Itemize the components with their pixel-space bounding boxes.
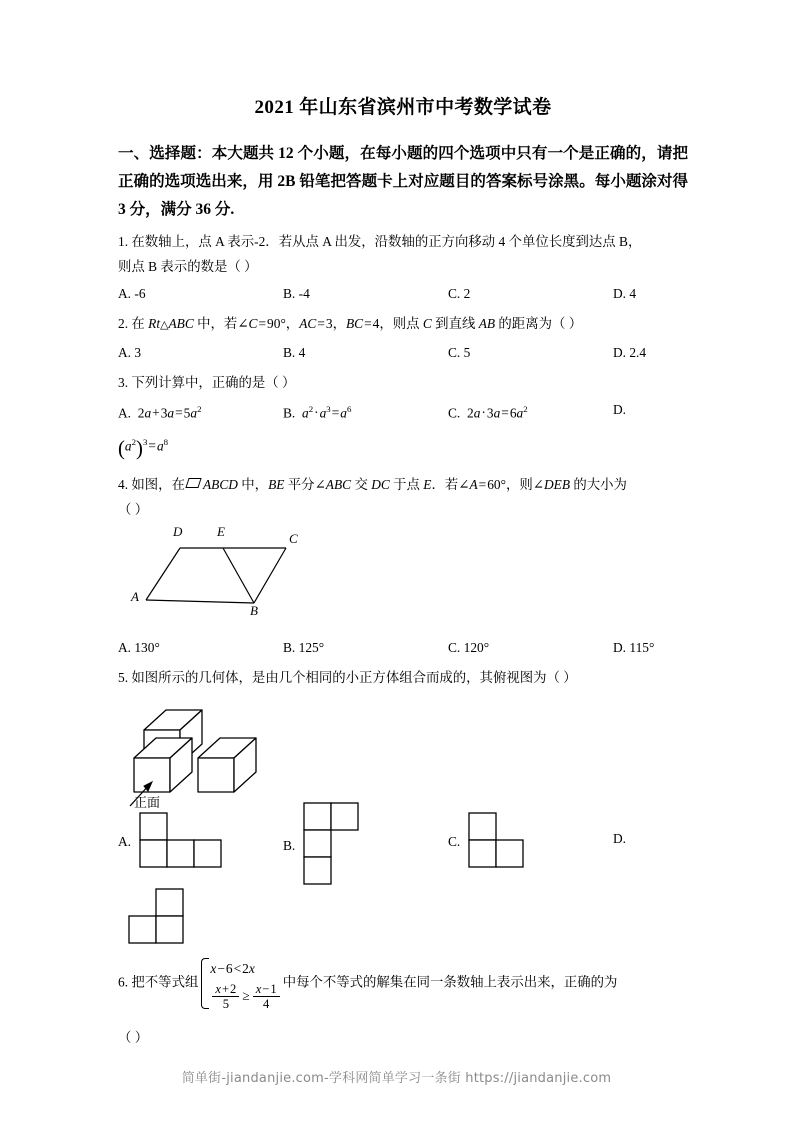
- question-3-option-c[interactable]: C. $2a\cdot 3a=6a^2$: [448, 404, 528, 421]
- question-2-option-d[interactable]: D. 2.4: [613, 345, 647, 360]
- question-2-eq-1: =: [258, 316, 267, 331]
- question-4-angle-deb: ∠DEB: [532, 477, 570, 493]
- question-4: [118, 472, 688, 522]
- question-2-option-c[interactable]: C. 5: [448, 345, 471, 360]
- question-5-option-b-label: B.: [283, 837, 296, 853]
- question-5-option-a[interactable]: [118, 812, 225, 870]
- question-5-options: [118, 826, 688, 882]
- question-2-bc: BC: [345, 316, 364, 331]
- question-3-option-b[interactable]: B. $a^2\cdot a^3=a^6$: [283, 404, 352, 421]
- question-2-ab: AB: [478, 316, 496, 331]
- vertex-label-b: B: [250, 603, 258, 619]
- shape-top-view-a: [139, 812, 225, 870]
- question-2-eq-2: =: [317, 316, 325, 331]
- question-6-text-1: 把不等式组: [131, 974, 199, 990]
- question-5-option-a-label: A.: [118, 833, 132, 849]
- question-4-number: 4.: [118, 477, 129, 493]
- question-2-value-90: 90°: [267, 316, 286, 331]
- question-1-option-d[interactable]: D. 4: [613, 286, 637, 301]
- question-4-angle-a: ∠A: [458, 477, 478, 493]
- page-content: [118, 0, 688, 1050]
- question-3-option-c-label: C.: [448, 405, 461, 421]
- question-2-eq-3: =: [364, 316, 372, 331]
- question-1-option-a[interactable]: A. -6: [118, 286, 146, 301]
- question-4-text-7: ，则: [505, 477, 533, 493]
- question-1-text-2: 则点 B 表示的数是（ ）: [118, 259, 258, 274]
- page-title: 2021 年山东省滨州市中考数学试卷: [254, 97, 552, 118]
- question-1-number: 1.: [118, 234, 129, 249]
- question-4-option-b[interactable]: B. 125°: [283, 640, 325, 656]
- question-2-value-4: 4: [372, 316, 380, 331]
- question-2-text-3: 到直线: [431, 316, 479, 331]
- question-3: [118, 370, 688, 395]
- question-4-option-c[interactable]: C. 120°: [448, 640, 490, 656]
- question-6-number: 6.: [118, 974, 129, 990]
- question-5-option-d-label[interactable]: D.: [613, 831, 627, 847]
- question-5-option-b[interactable]: [283, 802, 363, 888]
- question-3-option-a-label: A.: [118, 405, 132, 421]
- fraction-right-numerator: x−1: [255, 982, 277, 997]
- footer-watermark: 简单街-jiandanjie.com-学科网简单学习一条街 https://jiandanjie.com: [181, 1071, 612, 1086]
- fraction-left-numerator: x+2: [215, 982, 237, 997]
- question-1-option-c[interactable]: C. 2: [448, 286, 471, 301]
- question-2-rt: Rt: [148, 316, 161, 331]
- question-2-comma-2: ，: [332, 316, 346, 331]
- question-1-option-b[interactable]: B. -4: [283, 286, 310, 301]
- question-2-abc: ABC: [168, 316, 194, 331]
- question-4-options: [118, 635, 688, 660]
- parallelogram-svg: [128, 526, 328, 621]
- question-3-options: [118, 397, 688, 422]
- question-2-number: 2.: [118, 316, 129, 331]
- question-4-angle-abc: ∠ABC: [314, 477, 352, 493]
- fraction-left: [212, 982, 239, 1011]
- question-4-text-5: 于点: [389, 477, 424, 493]
- vertex-label-e: E: [217, 524, 225, 540]
- question-4-text-8: 的大小为: [570, 477, 627, 493]
- question-2: [118, 311, 688, 338]
- vertex-label-c: C: [289, 531, 298, 547]
- question-6-text-2: 中每个不等式的解集在同一条数轴上表示出来，正确的为: [282, 974, 618, 990]
- question-2-comma-1: ，: [285, 316, 300, 331]
- question-4-be: BE: [268, 477, 285, 493]
- question-2-text-1: 在: [131, 316, 149, 331]
- question-4-text-4: 交: [351, 477, 372, 493]
- question-3-text-1: 下列计算中，正确的是（ ）: [131, 375, 296, 390]
- question-5-option-c-label: C.: [448, 833, 461, 849]
- figure-parallelogram: [128, 526, 328, 621]
- fraction-left-denominator: 5: [212, 996, 239, 1011]
- question-4-eq: =: [478, 477, 487, 493]
- inequality-1: x−6<2x: [210, 961, 255, 977]
- triangle-icon: △: [160, 319, 169, 331]
- question-4-dc: DC: [371, 477, 390, 493]
- question-3-number: 3.: [118, 375, 129, 390]
- question-2-option-b[interactable]: B. 4: [283, 345, 306, 360]
- question-4-text-2: 中，: [237, 477, 269, 493]
- question-5-option-d-shape-wrap[interactable]: [128, 888, 688, 946]
- question-5: [118, 665, 688, 690]
- question-1-options: [118, 281, 688, 306]
- question-3-option-b-label: B.: [283, 405, 296, 421]
- question-1-text-1: 在数轴上，点 A 表示-2．若从点 A 出发，沿数轴的正方向移动 4 个单位长度到达点 B，: [131, 234, 642, 249]
- question-6: [118, 956, 688, 1011]
- shape-top-view-b: [303, 802, 363, 888]
- question-4-text-6: ．若: [431, 477, 459, 493]
- question-2-value-3: 3: [325, 316, 333, 331]
- question-4-value-60: 60°: [487, 477, 506, 493]
- question-2-text-2: 中，若: [193, 316, 238, 331]
- question-4-text-1: 如图，在: [131, 477, 185, 493]
- question-4-option-d[interactable]: D. 115°: [613, 640, 655, 656]
- question-2-option-a[interactable]: A. 3: [118, 345, 142, 360]
- question-3-option-d-expression[interactable]: $(a^2)^3=a^8$: [118, 437, 169, 461]
- question-3-option-d-label[interactable]: D.: [613, 402, 627, 417]
- question-2-angle-c: ∠C: [237, 316, 258, 331]
- front-face-label: 正面: [134, 795, 161, 811]
- vertex-label-d: D: [173, 524, 183, 540]
- question-5-text-1: 如图所示的几何体，是由几个相同的小正方体组合而成的，其俯视图为（ ）: [131, 670, 577, 686]
- question-4-text-9: （ ）: [118, 502, 149, 518]
- question-4-line-1: [118, 472, 688, 497]
- parallelogram-icon: [185, 478, 201, 488]
- figure-cube-stack: [126, 696, 316, 816]
- fraction-right-denominator: 4: [253, 996, 280, 1011]
- inequality-2: [210, 982, 281, 1011]
- question-2-comma-3: ，则点: [379, 316, 423, 331]
- question-5-number: 5.: [118, 670, 129, 686]
- question-2-options: [118, 340, 688, 365]
- section-heading: 一、选择题：本大题共 12 个小题，在每小题的四个选项中只有一个是正确的，请把正确的选项选出来，用 2B 铅笔把答题卡上对应题目的答案标号涂黑。每小题涂对得 3 分，满分 36 分.: [118, 145, 688, 218]
- question-6-answer-blank: （ ）: [118, 1030, 149, 1046]
- question-1-line-1: [118, 229, 688, 254]
- question-4-abcd: ABCD: [202, 477, 238, 493]
- question-3-option-a[interactable]: A. $2a+3a=5a^2$: [118, 404, 202, 421]
- fraction-right: [253, 982, 280, 1011]
- question-1: [118, 229, 688, 279]
- shape-top-view-c: [468, 812, 528, 870]
- question-2-ac: AC: [299, 316, 317, 331]
- relation-geq: ≥: [242, 987, 250, 1003]
- question-4-point-e: E: [423, 477, 432, 493]
- inequality-system: [199, 956, 281, 1011]
- question-5-option-c[interactable]: [448, 812, 528, 870]
- question-2-point-c: C: [422, 316, 432, 331]
- shape-top-view-d: [128, 888, 188, 946]
- vertex-label-a: A: [131, 589, 139, 605]
- question-2-text-4: 的距离为（ ）: [495, 316, 583, 331]
- question-4-option-a[interactable]: A. 130°: [118, 640, 160, 656]
- question-4-text-3: 平分: [284, 477, 315, 493]
